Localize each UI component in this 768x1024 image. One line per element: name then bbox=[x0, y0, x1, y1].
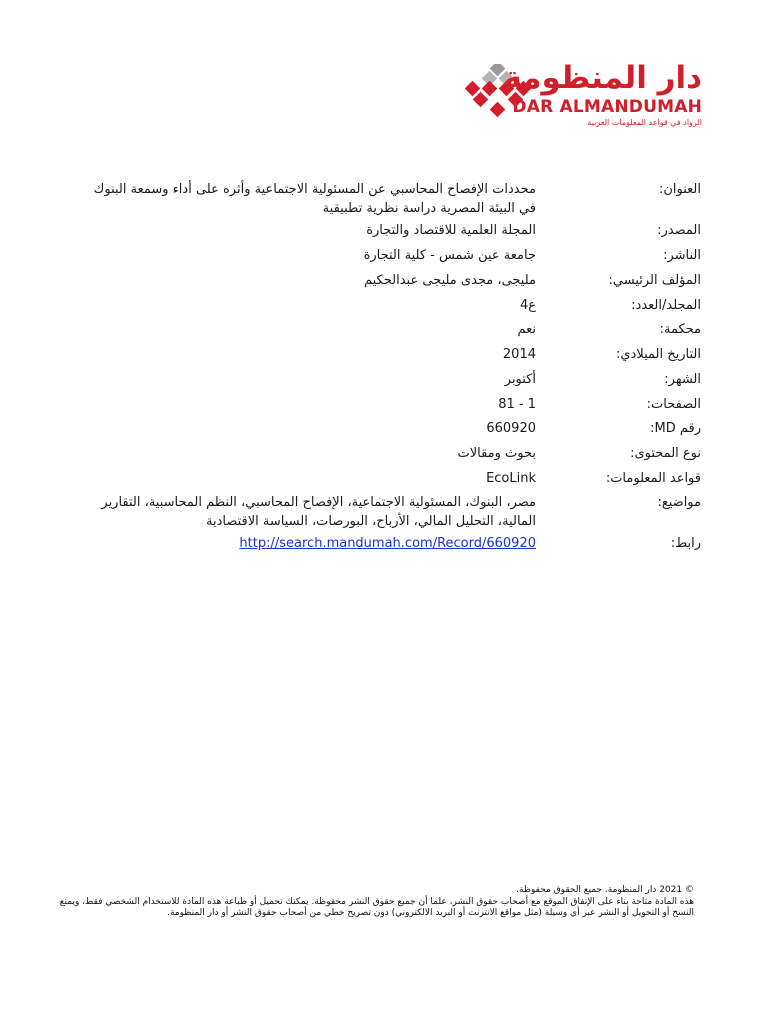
logo-arabic-name: دار المنظومة bbox=[503, 60, 702, 96]
peer-reviewed-label: محكمة: bbox=[659, 322, 701, 337]
year-label: التاريخ الميلادي: bbox=[616, 347, 701, 362]
copyright-footer bbox=[52, 885, 694, 920]
logo-english-name: DAR ALMANDUMAH bbox=[512, 97, 702, 117]
month-value: أكتوبر bbox=[504, 372, 536, 387]
md-number-label: رقم MD: bbox=[650, 421, 701, 436]
month-label: الشهر: bbox=[664, 372, 701, 387]
author-value: مليجى، مجدى مليجى عبدالحكيم bbox=[363, 273, 536, 288]
copyright-line: © 2021 دار المنظومة. جميع الحقوق محفوظة. bbox=[516, 885, 694, 895]
link-label: رابط: bbox=[670, 536, 701, 551]
usage-notice: هذه المادة متاحة بناء على الإتفاق الموقع مع أصحاب حقوق النشر، علما أن جميع حقوق النشر محفوظة. يمكنك تحميل أو طباعة هذه المادة للاستخدام الشخصي فقط، ويمنع النسخ أو التحويل أو النشر عبر أي وسيلة (مثل مواقع الانترنت أو البريد الالكتروني) دون تصريح خطي من أصحاب حقوق النشر أو دار المنظومة. bbox=[59, 896, 694, 918]
publisher-value: جامعة عين شمس - كلية التجارة bbox=[363, 248, 536, 263]
volume-value: ع4 bbox=[519, 298, 536, 313]
content-type-label: نوع المحتوى: bbox=[630, 446, 701, 461]
content-type-value: بحوث ومقالات bbox=[457, 446, 536, 461]
record-link[interactable]: http://search.mandumah.com/Record/660920 bbox=[239, 536, 536, 551]
subjects-value: مصر، البنوك، المسئولية الاجتماعية، الإفصاح المحاسبي، النظم المحاسبية، التقارير المالية، التحليل المالي، الأرباح، البورصات، السياسة الاقتصادية bbox=[101, 495, 536, 529]
volume-label: المجلد/العدد: bbox=[631, 298, 701, 313]
md-number-value: 660920 bbox=[486, 421, 536, 436]
year-value: 2014 bbox=[502, 347, 536, 362]
source-value: المجلة العلمية للاقتصاد والتجارة bbox=[366, 223, 536, 238]
publisher-label: الناشر: bbox=[663, 248, 701, 263]
title-value: محددات الإفصاح المحاسبي عن المسئولية الاجتماعية وأثره على أداء وسمعة البنوك في البيئة المصرية دراسة نظرية تطبيقية bbox=[93, 182, 536, 216]
author-label: المؤلف الرئيسي: bbox=[608, 273, 701, 288]
subjects-label: مواضيع: bbox=[657, 495, 701, 510]
logo-tagline: الرواد في قواعد المعلومات العربية bbox=[587, 118, 702, 127]
link-value-cell bbox=[86, 534, 536, 553]
databases-label: قواعد المعلومات: bbox=[605, 471, 701, 486]
databases-value: EcoLink bbox=[486, 471, 536, 486]
peer-reviewed-value: نعم bbox=[517, 322, 536, 337]
title-label: العنوان: bbox=[658, 182, 701, 197]
publisher-logo bbox=[462, 62, 702, 132]
source-label: المصدر: bbox=[657, 223, 701, 238]
pages-label: الصفحات: bbox=[646, 397, 701, 412]
pages-value: 1 - 81 bbox=[498, 397, 536, 412]
